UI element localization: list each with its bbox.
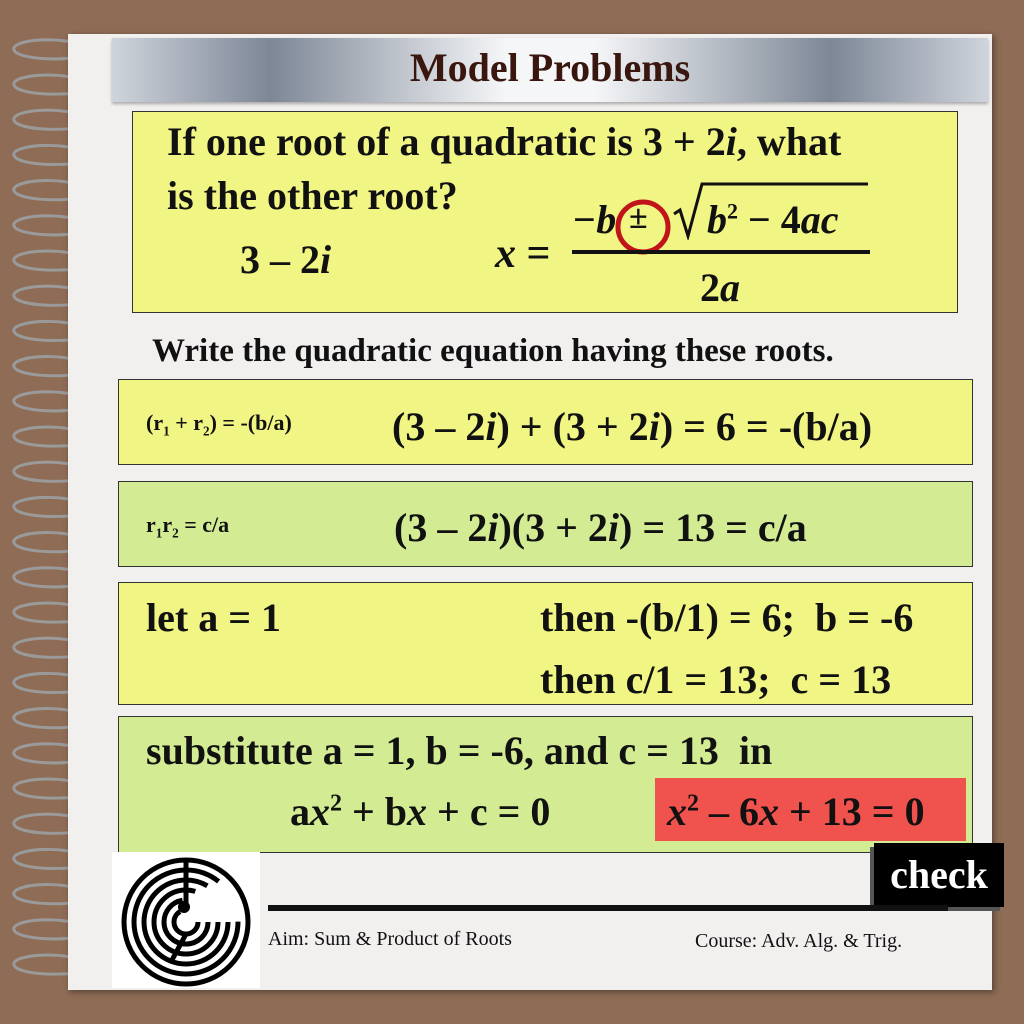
footer-aim: Aim: Sum & Product of Roots [268,928,512,950]
check-button[interactable]: check [874,843,1004,907]
footer-course: Course: Adv. Alg. & Trig. [695,930,903,952]
page-title: Model Problems [409,45,691,90]
formula-denominator: 2a [700,265,740,310]
formula-neg-b: −b [572,197,617,242]
general-form: $ax^2$ + bx + c = 0 [290,789,551,834]
question-line2: is the other root? [167,173,458,218]
sum-equation: (3 – 2i) + (3 + 2i) = 6 = -(b/a) [392,404,873,449]
formula-radicand: $b^2 - 4ac$ [707,197,839,242]
then-b-text: then -(b/1) = 6; b = -6 [540,595,914,640]
plus-minus-circle-icon [614,198,672,256]
sum-rule: $(r_1 + r_2) = -(b/a)$ [146,410,292,439]
question-answer: 3 – 2i [240,237,332,282]
maze-logo [112,852,260,988]
product-equation: (3 – 2i)(3 + 2i) = 13 = c/a [394,505,807,550]
final-answer: $x^2 - 6x + 13 = 0$ [667,789,925,834]
maze-icon [112,852,260,988]
formula-lhs: x = [495,231,551,277]
footer-divider [268,905,948,911]
product-rule: $r_1r_2 = c/a$ [146,512,230,541]
formula-plus-minus: ± [629,199,648,236]
let-text: let a = 1 [146,595,281,640]
question-line1: If one root of a quadratic is 3 + 2i, what [167,119,842,164]
substitute-text: substitute a = 1, b = -6, and c = 13 in [146,728,773,773]
then-c-text: then c/1 = 13; c = 13 [540,657,892,702]
fraction-bar [572,250,870,254]
instruction-text: Write the quadratic equation having these roots. [152,333,834,369]
